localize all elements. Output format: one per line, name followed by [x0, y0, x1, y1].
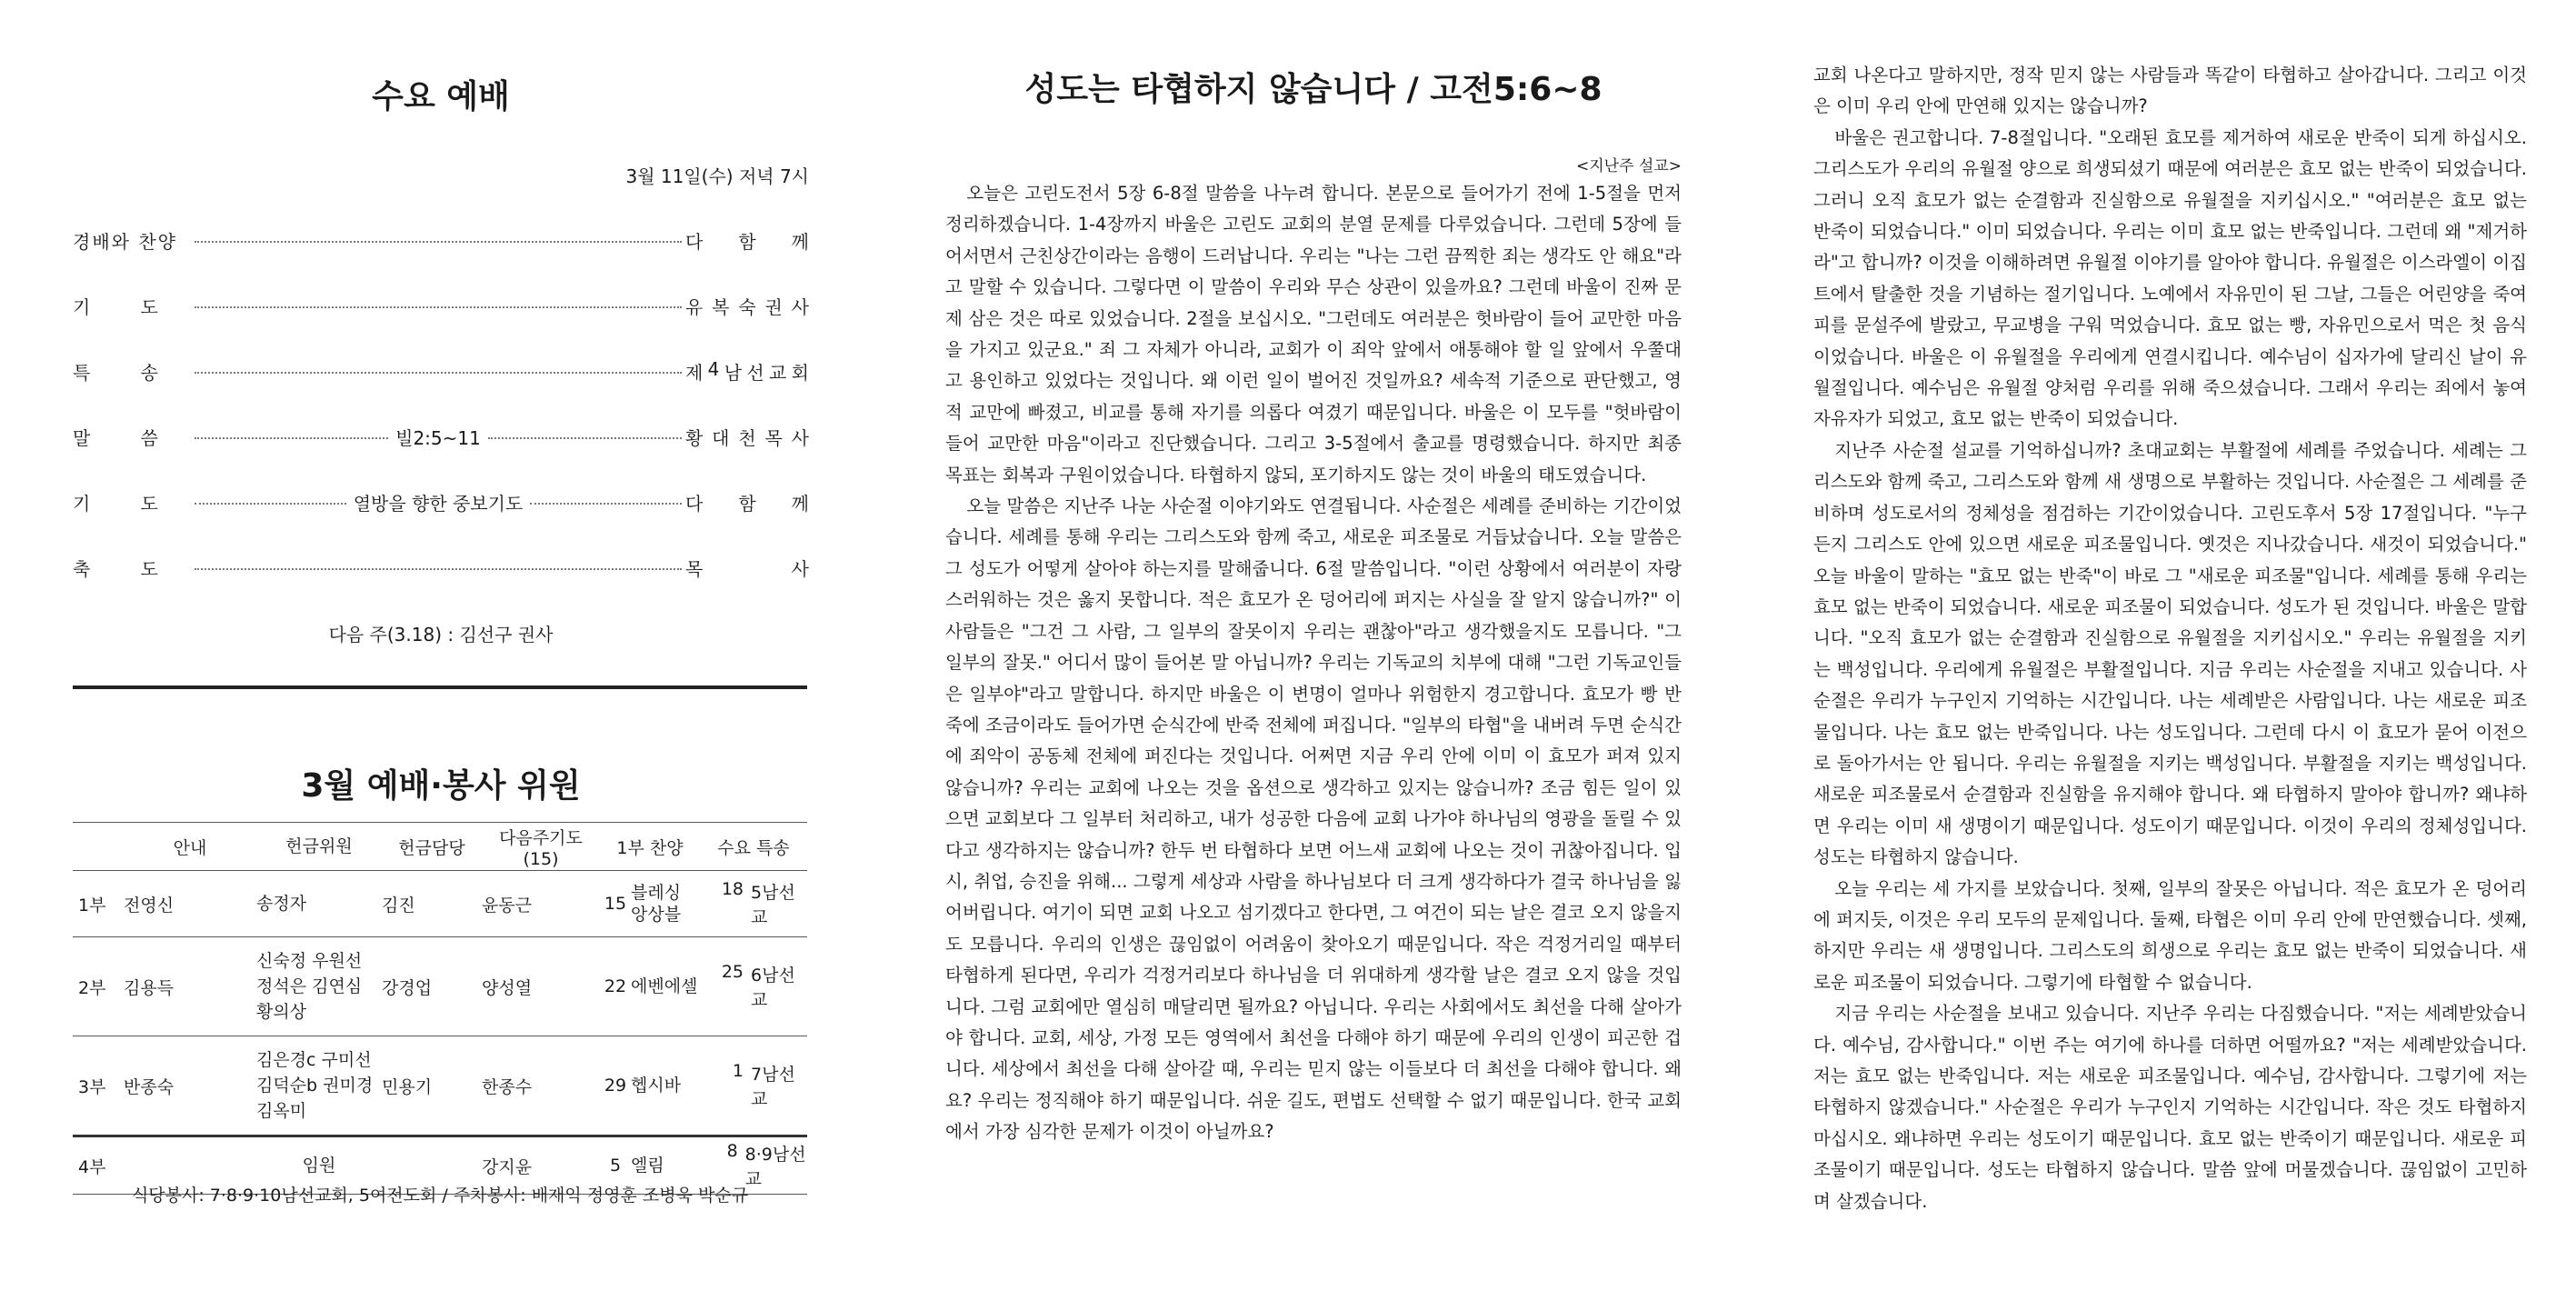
order-label: 경배와 찬양 [73, 230, 177, 253]
hymn-group-name: 블레싱 [631, 883, 682, 903]
hymn-group-name: 앙상블 [631, 905, 682, 925]
sermon-body [945, 178, 1682, 1148]
order-label [73, 293, 160, 319]
hymn-date: 15 [604, 894, 627, 914]
special-group: 7남선교 [751, 1065, 795, 1109]
header-hymn: 1부 찬양 [616, 837, 684, 858]
hymn-group [631, 976, 697, 997]
hymn-date: 5 [609, 1156, 622, 1176]
order-leader-char: 권 [764, 295, 783, 318]
order-leader-char: 께 [791, 492, 809, 515]
order-label-char: 기 [73, 492, 93, 515]
sermon-paragraph: 오늘은 고린도전서 5장 6-8절 말씀을 나누려 합니다. 본문으로 들어가기 전에 1-5절을 먼저 정리하겠습니다. 1-4장까지 바울은 고린도 교회의 분열 문제를 다루었습니다. 그런데 5장에 들어서면서 근친상간이라는 음행이 드러납니다. 우리는 "나는 그런 끔찍한 죄는 생각도 안 해요"라고 말할 수 있습니다. 그렇다면 이 말씀이 우리와 무슨 상관이 있을까요? 그런데 바울이 진짜 문제 삼은 것은 따로 있었습니다. 2절을 보십시오. "그런데도 여러분은 헛바람이 들어 교만한 마음을 가지고 있군요." 죄 그 자체가 아니라, 교회가 이 죄악 앞에서 애통해야 할 일 앞에서 우쭐대고 용인하고 있었다는 것입니다. 왜 이런 일이 벌어진 것일까요? 세속적 기준으로 판단했고, 영적 교만에 빠졌고, 비교를 통해 자기를 의롭다 여겼기 때문입니다. 바울은 이 모두를 "헛바람이 들어 교만한 마음"이라고 진단했습니다. 그리고 3-5절에서 출교를 명령했습니다. 하지만 최종 목표는 회복과 구원이었습니다. 타협하지 않되, 포기하지도 않는 것이 바울의 태도였습니다. [945, 183, 1682, 485]
order-label [73, 555, 160, 581]
order-label-char: 씀 [140, 426, 160, 449]
committee-title: 3월 예배·봉사 위원 [301, 767, 581, 805]
order-row [73, 535, 809, 600]
order-leader-char: 대 [712, 426, 730, 449]
offering-name: 황의상 [256, 1002, 307, 1022]
service-title: 수요 예배 [372, 78, 510, 115]
offering-name: 송정자 [256, 894, 307, 914]
order-row [73, 273, 809, 338]
hymn-group-name: 헵시바 [631, 1076, 682, 1096]
order-leader-char: 다 [685, 492, 704, 515]
order-leader-char: 복 [712, 295, 730, 318]
order-detail: 열방을 향한 중보기도 [353, 492, 524, 515]
order-leader-char: 숙 [738, 295, 756, 318]
cell-special [700, 1061, 807, 1110]
order-leader-char: 함 [738, 230, 756, 253]
section-divider [73, 686, 807, 689]
committee-table-header [73, 822, 807, 871]
sermon-paragraph: 오늘 말씀은 지난주 나눈 사순절 이야기와도 연결됩니다. 사순절은 세례를 준비하는 기간이었습니다. 세례를 통해 우리는 그리스도와 함께 죽고, 새로운 피조물로 거듭났습니다. 오늘 말씀은 그 성도가 어떻게 살아야 하는지를 말해줍니다. 6절 말씀입니다. "이런 상황에서 여러분이 자랑스러워하는 것은 옳지 못합니다. 적은 효모가 온 덩어리에 퍼지는 사실을 잘 알지 않습니까?" 이 사람들은 "그건 그 사람, 그 일부의 잘못이지 우리는 괜찮아"라고 생각했을지도 모릅니다. "그 일부의 잘못." 어디서 많이 들어본 말 아닙니까? 우리는 기독교의 치부에 대해 "그런 기독교인들은 일부야"라고 말합니다. 하지만 바울은 이 변명이 얼마나 위험한지 경고합니다. 효모가 빵 반죽에 조금이라도 들어가면 순식간에 반죽 전체에 퍼집니다. "일부의 타협"을 내버려 두면 순식간에 죄악이 공동체 전체에 퍼진다는 것입니다. 어쩌면 지금 우리 안에 이미 이 효모가 퍼져 있지 않습니까? 우리는 교회에 나오는 것을 옵션으로 생각하고 있지는 않습니까? 조금 힘든 일이 있으면 교회보다 그 일부터 처리하고, 내가 성공한 다음에 교회 나가야 하나님의 영광을 돌릴 수 있다고 생각하지는 않습니까? 한두 번 타협하다 보면 어느새 교회에 나오는 것이 귀찮아집니다. 입시, 취업, 승진을 위해... 그렇게 세상과 사람을 하나님보다 더 크게 생각하다가 결국 하나님을 잃어버립니다. 여기이 되면 교회 나오고 섬기겠다고 한다면, 그 여건이 되는 날은 결코 오지 않을지도 모릅니다. 우리의 인생은 끊임없이 어려움이 찾아오기 때문입니다. 작은 걱정거리일 때부터 타협하게 된다면, 우리가 걱정거리보다 하나님을 더 위대하게 생각할 날은 결코 오지 않을 것입니다. 그럼 교회에만 열심히 매달리면 될까요? 아닙니다. 우리는 사회에서도 최선을 다해 살아가야 합니다. 교회, 세상, 가정 모든 영역에서 최선을 다해야 하기 때문에 우리의 인생이 피곤한 겁니다. 세상에서 최선을 다해 살아갈 때, 우리는 믿지 않는 이들보다 더 최선을 다해야 합니다. 왜요? 우리는 정직해야 하기 때문입니다. 쉬운 길도, 편법도 선택할 수 없기 때문입니다. 한국 교회에서 가장 심각한 문제가 이것이 아닐까요? [945, 495, 1682, 1143]
cell-offering [256, 891, 382, 916]
cell-hymn [600, 1075, 700, 1096]
special-date: 8 [726, 1141, 738, 1161]
cell-part: 4부 [78, 1156, 106, 1177]
order-leader [685, 227, 809, 254]
cell-offering [256, 1153, 382, 1178]
order-label-char: 말 [73, 426, 93, 449]
hymn-group-name: 엘림 [631, 1156, 664, 1176]
cell-manager: 김진 [382, 895, 415, 916]
sermon-title: 성도는 타협하지 않습니다 / 고전5:6~8 [1024, 71, 1603, 108]
dotted-leader [195, 437, 388, 439]
offering-name: 김옥미 [256, 1101, 307, 1121]
next-week-note: 다음 주(3.18) : 김선구 권사 [328, 624, 554, 645]
header-offering: 헌금위원 [285, 836, 353, 856]
hymn-group-name: 에벤에셀 [631, 976, 698, 996]
order-leader-char: 사 [791, 426, 809, 449]
dotted-leader [195, 306, 682, 308]
cell-prayer: 윤동근 [482, 895, 533, 916]
hymn-group [631, 1075, 681, 1096]
order-leader-char: 다 [685, 230, 704, 253]
dotted-leader [488, 437, 682, 439]
special-date: 25 [721, 962, 744, 982]
special-group: 6남선교 [751, 966, 795, 1010]
order-leader-char: 남 [724, 361, 743, 384]
offering-name: 김은경c 구미선 [256, 1050, 372, 1070]
sermon-continued-body [1813, 60, 2527, 1217]
header-prayer: 다음주기도(15) [499, 827, 583, 869]
order-leader [685, 424, 809, 450]
sermon-paragraph: 오늘 우리는 세 가지를 보았습니다. 첫째, 일부의 잘못은 아닙니다. 적은 효모가 온 덩어리에 퍼지듯, 이것은 우리 모두의 문제입니다. 둘째, 타협은 이미 우리 안에 만연했습니다. 셋째, 하지만 우리는 새 생명입니다. 그리스도의 희생으로 우리는 효모 없는 반죽이 되었습니다. 새로운 피조물이 되었습니다. 그렇기에 타협할 수 없습니다. [1813, 877, 2527, 993]
dotted-leader [530, 503, 682, 505]
cell-manager: 민용기 [382, 1076, 433, 1097]
cell-offering [256, 1047, 382, 1124]
order-leader-char: 사 [791, 557, 809, 580]
service-date: 3월 11일(수) 저녁 7시 [625, 165, 809, 187]
order-label-char: 도 [140, 557, 160, 580]
offering-name: 임원 [302, 1156, 336, 1176]
cell-guide: 전영신 [124, 895, 175, 916]
hymn-group [631, 882, 681, 926]
order-leader-char: 사 [791, 295, 809, 318]
offering-name: 정석은 김연심 [256, 976, 363, 996]
committee-table [73, 822, 807, 1195]
dotted-leader [195, 372, 682, 374]
order-leader [685, 358, 809, 385]
order-leader-char: 선 [746, 361, 764, 384]
cell-part: 3부 [78, 1076, 106, 1097]
order-label-char: 도 [140, 492, 160, 515]
order-leader [685, 555, 809, 581]
table-row [73, 937, 807, 1036]
table-row [73, 871, 807, 937]
order-leader-char: 황 [685, 426, 704, 449]
table-row [73, 1036, 807, 1137]
header-manager: 헌금담당 [398, 837, 465, 858]
cell-hymn [600, 882, 700, 926]
order-leader-char: 교 [768, 361, 787, 384]
special-date: 18 [721, 879, 744, 899]
order-label [73, 489, 160, 515]
cell-hymn [600, 1155, 700, 1176]
order-leader-char: 회 [791, 361, 809, 384]
order-label-char: 특 [73, 361, 93, 384]
order-leader-char: 목 [685, 557, 704, 580]
cell-special [700, 962, 807, 1011]
order-leader [685, 489, 809, 515]
special-date: 1 [732, 1061, 744, 1081]
order-row [73, 404, 809, 469]
order-leader-char: 께 [791, 230, 809, 253]
order-label [73, 424, 160, 450]
order-label [73, 358, 160, 385]
order-label-char: 송 [140, 361, 160, 384]
offering-name: 김덕순b 권미경 [256, 1076, 374, 1096]
dotted-leader [195, 241, 682, 243]
cell-part: 2부 [78, 977, 106, 998]
sermon-paragraph: 지금 우리는 사순절을 보내고 있습니다. 지난주 우리는 다짐했습니다. "저는 세례받았습니다. 예수님, 감사합니다." 이번 주는 여기에 하나를 더하면 어떨까요? "저는 세례받았습니다. 저는 효모 없는 반죽입니다. 저는 새로운 피조물입니다. 예수님, 감사합니다. 그렇기에 저는 타협하지 않겠습니다." 사순절은 우리가 누구인지 기억하는 시간입니다. 작은 것도 타협하지 마십시오. 왜냐하면 우리는 성도이기 때문입니다. 효모 없는 반죽이기 때문입니다. 새로운 피조물이기 때문입니다. 성도는 타협하지 않습니다. 말씀 앞에 머물겠습니다. 끊임없이 고민하며 살겠습니다. [1813, 1003, 2527, 1212]
worship-order [73, 207, 809, 600]
order-row [73, 469, 809, 535]
committee-rows [73, 871, 807, 1195]
dotted-leader [195, 568, 682, 570]
cell-prayer: 한종수 [482, 1076, 533, 1097]
order-leader-char: 유 [685, 295, 704, 318]
order-label-char: 기 [73, 295, 93, 318]
cell-part: 1부 [78, 895, 106, 916]
header-guide: 안내 [173, 837, 207, 858]
cell-prayer: 강지윤 [482, 1156, 533, 1177]
order-label-char: 축 [73, 557, 93, 580]
cell-manager: 강경업 [382, 977, 433, 998]
order-leader-char: 목 [764, 426, 783, 449]
cell-guide: 김용득 [124, 977, 175, 998]
order-leader [685, 293, 809, 319]
hymn-date: 29 [604, 1076, 627, 1096]
sermon-paragraph: 지난주 사순절 설교를 기억하십니까? 초대교회는 부활절에 세례를 주었습니다. 세례는 그리스도와 함께 죽고, 그리스도와 함께 새 생명으로 부활하는 것입니다. 사순절은 그 세례를 준비하며 성도로서의 정체성을 점검하는 기간이었습니다. 고린도후서 5장 17절입니다. "누구든지 그리스도 안에 있으면 새로운 피조물입니다. 옛것은 지나갔습니다. 새것이 되었습니다." 오늘 바울이 말하는 "효모 없는 반죽"이 바로 그 "새로운 피조물"입니다. 세례를 통해 우리는 효모 없는 반죽이 되었습니다. 새로운 피조물이 되었습니다. 성도가 된 것입니다. 바울은 말합니다. "오직 효모가 없는 순결함과 진실함으로 유월절을 지키십시오." 우리는 유월절을 지키는 백성입니다. 우리에게 유월절은 부활절입니다. 지금 우리는 사순절을 지내고 있습니다. 사순절은 우리가 누구인지 기억하는 시간입니다. 나는 세례받은 사람입니다. 나는 새로운 피조물입니다. 나는 효모 없는 반죽입니다. 나는 성도입니다. 그런데 다시 이 효모가 묻어 이전으로 돌아가서는 안 됩니다. 우리는 유월절을 지키는 백성입니다. 부활절을 지키는 백성입니다. 새로운 피조물로서 순결함과 진실함을 유지해야 합니다. 왜 타협하지 말아야 합니까? 왜냐하면 우리는 이미 새 생명이기 때문입니다. 성도이기 때문입니다. 이것이 우리의 정체성입니다. 성도는 타협하지 않습니다. [1813, 439, 2527, 868]
order-leader-char: 함 [738, 492, 756, 515]
offering-name: 신숙정 우원선 [256, 951, 363, 971]
sermon-paragraph: 교회 나온다고 말하지만, 정작 믿지 않는 사람들과 똑같이 타협하고 살아갑니다. 그리고 이것은 이미 우리 안에 만연해 있지는 않습니까? [1813, 65, 2527, 117]
cell-guide: 반종숙 [124, 1076, 175, 1097]
sermon-paragraph: 바울은 권고합니다. 7-8절입니다. "오래된 효모를 제거하여 새로운 반죽이 되게 하십시오. 그리스도가 우리의 유월절 양으로 희생되셨기 때문에 여러분은 효모 없는 반죽이 되었습니다. 그러니 오직 효모가 없는 순결함과 진실함으로 유월절을 지키십시오." "여러분은 효모 없는 반죽이 되었습니다." 이미 되었습니다. 우리는 이미 효모 없는 반죽입니다. 그런데 왜 "제거하라"고 합니까? 이것을 이해하려면 유월절 이야기를 알아야 합니다. 유월절은 이스라엘이 이집트에서 탈출한 것을 기념하는 절기입니다. 노예에서 자유민이 된 그날, 그들은 어린양을 죽여 피를 문설주에 발랐고, 무교병을 구워 먹었습니다. 효모 없는 빵, 자유민으로서 먹은 첫 음식이었습니다. 바울은 이 유월절을 우리에게 연결시킵니다. 예수님이 십자가에 달리신 날이 유월절입니다. 예수님은 유월절 양처럼 우리를 위해 죽으셨습니다. 그래서 우리는 죄에서 놓여 자유자가 되었고, 효모 없는 반죽이 되었습니다. [1813, 126, 2527, 430]
order-leader-char: 제 [685, 361, 704, 384]
hymn-group [631, 1155, 664, 1176]
cell-prayer: 양성열 [482, 977, 533, 998]
order-detail: 빌2:5~11 [395, 426, 481, 449]
service-volunteers-note: 식당봉사: 7·8·9·10남선교회, 5여전도회 / 주차봉사: 배재익 정영훈 조병욱 박순규 [131, 1186, 749, 1206]
order-leader-char: 천 [738, 426, 756, 449]
sermon-source: <지난주 설교> [1575, 157, 1682, 175]
cell-offering [256, 948, 382, 1025]
header-special: 수요 특송 [717, 837, 790, 858]
cell-hymn [600, 976, 700, 997]
order-row [73, 338, 809, 404]
hymn-date: 22 [604, 976, 627, 996]
order-row [73, 207, 809, 273]
order-leader-char: 4 [707, 357, 720, 380]
dotted-leader [195, 503, 346, 505]
order-label-char: 도 [140, 295, 160, 318]
cell-special [700, 879, 807, 928]
special-group: 5남선교 [751, 883, 795, 927]
special-group: 8·9남선교 [744, 1145, 806, 1189]
